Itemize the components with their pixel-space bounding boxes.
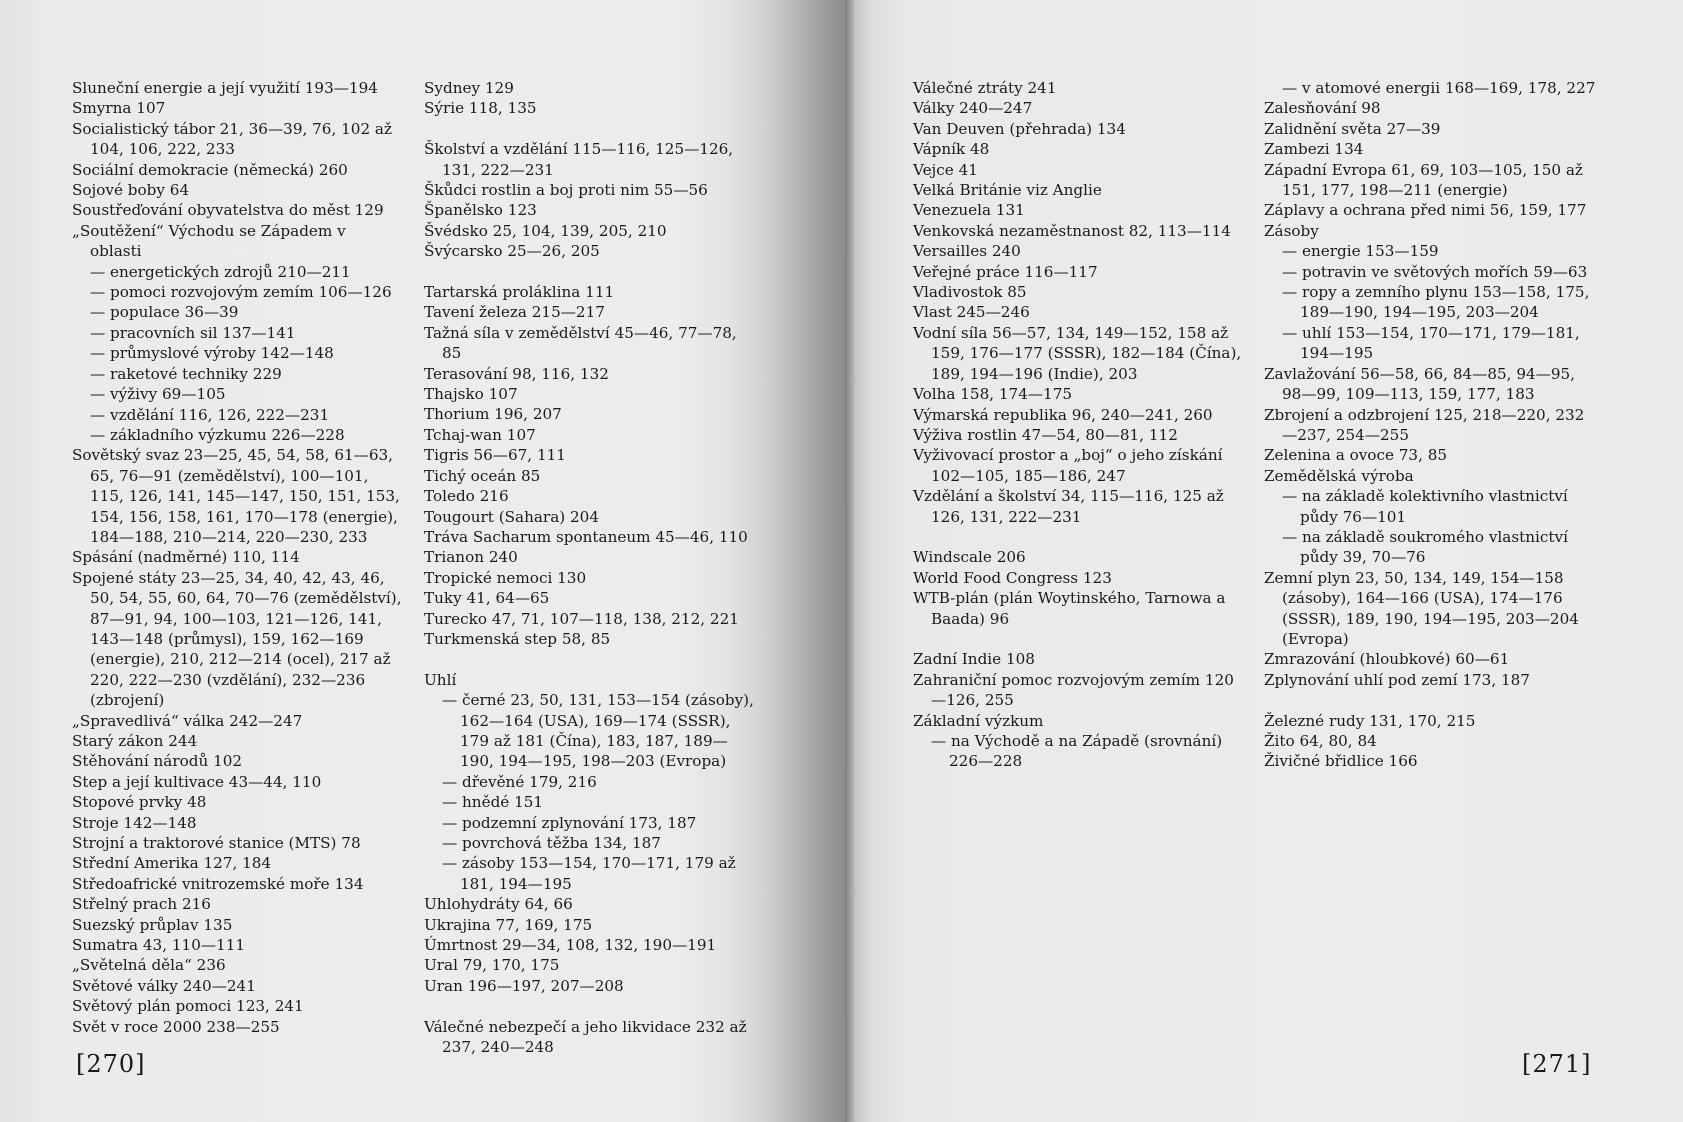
index-entry: Ukrajina 77, 169, 175	[424, 915, 593, 934]
index-entry: Uhlí	[424, 670, 457, 689]
index-entry: Stopové prvky 48	[72, 793, 207, 812]
index-entry: Turecko 47, 71, 107—118, 138, 212, 221	[424, 609, 739, 628]
index-entry: Venkovská nezaměstnanost 82, 113—114	[913, 221, 1231, 240]
index-entry: Sovětský svaz 23—25, 45, 54, 58, 61—63, 65, 76—91 (zemědělství), 100—101, 115, 126, 141, 145—147, 150, 151, 153, 154, 156, 158, 161, 170—178 (energie), 184—188, 210—214, 220—230, 233	[72, 446, 400, 546]
index-entry: Výmarská republika 96, 240—241, 260	[913, 405, 1213, 424]
index-entry: Vzdělání a školství 34, 115—116, 125 až 126, 131, 222—231	[913, 487, 1224, 526]
index-letter-gap	[424, 649, 759, 669]
index-entry: Zadní Indie 108	[913, 650, 1035, 669]
index-subentry: — v atomové energii 168—169, 178, 227	[1282, 79, 1596, 97]
index-entry: Tigris 56—67, 111	[424, 446, 566, 465]
index-column-lines	[424, 78, 759, 1057]
index-entry: Thorium 196, 207	[424, 405, 562, 424]
index-entry: Vápník 48	[913, 140, 990, 159]
index-entry: Tráva Sacharum spontaneum 45—46, 110	[424, 527, 748, 546]
index-entry: Západní Evropa 61, 69, 103—105, 150 až 151, 177, 198—211 (energie)	[1264, 160, 1583, 200]
index-entry: Soustřeďování obyvatelstva do měst 129	[72, 201, 384, 220]
index-column-right-1	[913, 78, 1243, 772]
index-entry: Tažná síla v zemědělství 45—46, 77—78, 85	[424, 323, 737, 363]
index-entry: Tavení železa 215—217	[424, 303, 605, 322]
index-entry: Švédsko 25, 104, 139, 205, 210	[424, 221, 667, 240]
index-entry: Války 240—247	[913, 99, 1033, 118]
index-subentry: — uhlí 153—154, 170—171, 179—181, 194—195	[1282, 323, 1580, 363]
index-entry: WTB-plán (plán Woytinského, Tarnowa a Baada) 96	[913, 589, 1226, 628]
index-subentry: — raketové techniky 229	[90, 364, 282, 383]
index-entry: Starý zákon 244	[72, 732, 198, 750]
index-letter-gap	[424, 996, 759, 1016]
index-entry: Spásání (nadměrné) 110, 114	[72, 548, 300, 567]
index-letter-gap	[913, 527, 1243, 547]
index-entry: „Světelná děla“ 236	[72, 956, 226, 975]
page-number-left: [270]	[76, 1050, 146, 1078]
index-subentry: — ropy a zemního plynu 153—158, 175, 189—190, 194—195, 203—204	[1282, 283, 1590, 322]
index-entry: Velká Británie viz Anglie	[913, 181, 1102, 200]
index-subentry: — energie 153—159	[1282, 242, 1439, 261]
index-column-lines	[1264, 78, 1599, 772]
index-entry: Spojené státy 23—25, 34, 40, 42, 43, 46, 50, 54, 55, 60, 64, 70—76 (zemědělství), 87—91, 94, 100—103, 121—126, 141, 143—148 (průmysl), 159, 162—169 (energie), 210, 212—214 (ocel), 217 až 220, 222—230 (vzdělání), 232—236 (zbrojení)	[72, 568, 402, 710]
index-subentry: — základního výzkumu 226—228	[90, 425, 345, 444]
index-column-left-2	[424, 78, 759, 1057]
index-entry: Škůdci rostlin a boj proti nim 55—56	[424, 181, 708, 200]
index-subentry: — vzdělání 116, 126, 222—231	[90, 405, 330, 424]
index-entry: Vlast 245—246	[913, 303, 1030, 322]
index-entry: Smyrna 107	[72, 99, 166, 118]
index-entry: Stroje 142—148	[72, 813, 197, 832]
index-entry: Svět v roce 2000 238—255	[72, 1017, 280, 1036]
index-entry: Terasování 98, 116, 132	[424, 364, 609, 383]
index-entry: Zalesňování 98	[1264, 99, 1381, 118]
index-subentry: — energetických zdrojů 210—211	[90, 262, 351, 281]
index-entry: Toledo 216	[424, 487, 509, 506]
index-entry: Zplynování uhlí pod zemí 173, 187	[1264, 670, 1530, 689]
index-entry: Žito 64, 80, 84	[1264, 731, 1377, 750]
book-gutter	[845, 0, 855, 1122]
index-entry: Zásoby	[1264, 221, 1319, 240]
index-entry: Válečné ztráty 241	[913, 79, 1057, 97]
index-column-right-2	[1264, 78, 1599, 772]
index-entry: Stěhování národů 102	[72, 752, 243, 771]
index-entry: Ural 79, 170, 175	[424, 956, 560, 975]
index-entry: Trianon 240	[424, 548, 518, 567]
index-entry: Strojní a traktorové stanice (MTS) 78	[72, 834, 361, 853]
index-entry: Zemědělská výroba	[1264, 466, 1414, 485]
index-subentry: — průmyslové výroby 142—148	[90, 344, 334, 363]
index-subentry: — populace 36—39	[90, 303, 239, 322]
index-entry: Zemní plyn 23, 50, 134, 149, 154—158 (zásoby), 164—166 (USA), 174—176 (SSSR), 189, 190, 194—195, 203—204 (Evropa)	[1264, 568, 1579, 648]
index-entry: Válečné nebezpečí a jeho likvidace 232 až 237, 240—248	[424, 1017, 747, 1057]
index-entry: Železné rudy 131, 170, 215	[1264, 711, 1476, 730]
index-entry: Zbrojení a odzbrojení 125, 218—220, 232—237, 254—255	[1264, 405, 1585, 444]
index-subentry: — dřevěné 179, 216	[442, 772, 597, 791]
index-subentry: — podzemní zplynování 173, 187	[442, 813, 697, 832]
index-subentry: — na základě kolektivního vlastnictví půdy 76—101	[1282, 487, 1568, 526]
index-letter-gap	[424, 262, 759, 282]
index-entry: Zahraniční pomoc rozvojovým zemím 120—126, 255	[913, 670, 1234, 710]
index-entry: Socialistický tábor 21, 36—39, 76, 102 až 104, 106, 222, 233	[72, 119, 392, 159]
index-entry: Venezuela 131	[913, 201, 1025, 220]
index-entry: Tchaj-wan 107	[424, 425, 536, 444]
index-subentry: — černé 23, 50, 131, 153—154 (zásoby), 162—164 (USA), 169—174 (SSSR), 179 až 181 (Čína), 183, 187, 189—190, 194—195, 198—203 (Evropa)	[442, 691, 754, 771]
index-subentry: — pracovních sil 137—141	[90, 323, 296, 342]
index-entry: Vladivostok 85	[913, 283, 1027, 302]
index-subentry: — výživy 69—105	[90, 385, 226, 404]
index-entry: Školství a vzdělání 115—116, 125—126, 131, 222—231	[424, 140, 734, 179]
index-entry: Záplavy a ochrana před nimi 56, 159, 177	[1264, 201, 1587, 220]
index-letter-gap	[424, 119, 759, 139]
index-entry: World Food Congress 123	[913, 568, 1112, 587]
index-column-lines	[913, 78, 1243, 772]
index-entry: Vodní síla 56—57, 134, 149—152, 158 až 159, 176—177 (SSSR), 182—184 (Čína), 189, 194—196 (Indie), 203	[913, 323, 1242, 383]
index-entry: Tartarská proláklina 111	[424, 283, 615, 302]
index-letter-gap	[1264, 690, 1599, 710]
index-column-lines	[72, 78, 402, 1037]
index-entry: Úmrtnost 29—34, 108, 132, 190—191	[424, 936, 717, 955]
index-entry: Versailles 240	[913, 242, 1021, 261]
index-entry: Vyživovací prostor a „boj“ o jeho získání 102—105, 185—186, 247	[913, 446, 1223, 485]
index-entry: Tougourt (Sahara) 204	[424, 507, 599, 526]
index-entry: Vejce 41	[913, 160, 978, 179]
index-column-left-1	[72, 78, 402, 1037]
index-entry: Sumatra 43, 110—111	[72, 936, 246, 955]
index-entry: Step a její kultivace 43—44, 110	[72, 772, 322, 791]
index-entry: Světové války 240—241	[72, 976, 256, 995]
index-entry: Uran 196—197, 207—208	[424, 976, 624, 995]
index-subentry: — na Východě a na Západě (srovnání) 226—228	[931, 731, 1223, 771]
index-entry: Thajsko 107	[424, 385, 518, 404]
index-entry: Sydney 129	[424, 79, 514, 97]
index-subentry: — pomoci rozvojovým zemím 106—126	[90, 283, 392, 302]
index-entry: Živičné břidlice 166	[1264, 752, 1418, 771]
index-entry: Sojové boby 64	[72, 181, 190, 200]
index-subentry: — zásoby 153—154, 170—171, 179 až 181, 194—195	[442, 854, 736, 893]
index-entry: Středoafrické vnitrozemské moře 134	[72, 874, 364, 893]
index-entry: Tuky 41, 64—65	[424, 589, 550, 608]
index-entry: Španělsko 123	[424, 201, 537, 220]
index-entry: Veřejné práce 116—117	[913, 262, 1098, 281]
index-entry: Švýcarsko 25—26, 205	[424, 242, 600, 261]
index-subentry: — potravin ve světových mořích 59—63	[1282, 262, 1588, 281]
index-subentry: — povrchová těžba 134, 187	[442, 833, 661, 852]
index-entry: Volha 158, 174—175	[913, 385, 1073, 404]
index-entry: Zavlažování 56—58, 66, 84—85, 94—95, 98—99, 109—113, 159, 177, 183	[1264, 364, 1575, 404]
index-entry: „Soutěžení“ Východu se Západem v oblasti	[72, 221, 346, 261]
index-entry: Zelenina a ovoce 73, 85	[1264, 446, 1448, 465]
index-entry: Sociální demokracie (německá) 260	[72, 160, 348, 179]
index-entry: Uhlohydráty 64, 66	[424, 895, 573, 914]
index-entry: Zmrazování (hloubkové) 60—61	[1264, 650, 1510, 669]
index-entry: Tropické nemoci 130	[424, 568, 587, 587]
index-entry: Sýrie 118, 135	[424, 99, 537, 118]
index-subentry: — na základě soukromého vlastnictví půdy 39, 70—76	[1282, 527, 1568, 567]
index-entry: Tichý oceán 85	[424, 466, 541, 485]
page-number-right: [271]	[1522, 1050, 1592, 1078]
index-entry: Světový plán pomoci 123, 241	[72, 997, 304, 1016]
index-subentry: — hnědé 151	[442, 793, 544, 812]
index-entry: Van Deuven (přehrada) 134	[913, 119, 1126, 138]
index-entry: Výživa rostlin 47—54, 80—81, 112	[913, 425, 1178, 444]
right-page	[855, 0, 1683, 1122]
index-entry: Turkmenská step 58, 85	[424, 629, 611, 648]
index-letter-gap	[913, 629, 1243, 649]
index-entry: Zambezi 134	[1264, 140, 1364, 159]
index-entry: Střední Amerika 127, 184	[72, 854, 272, 873]
index-entry: Základní výzkum	[913, 711, 1044, 730]
index-entry: „Spravedlivá“ válka 242—247	[72, 711, 303, 730]
index-entry: Sluneční energie a její využití 193—194	[72, 79, 378, 97]
index-entry: Střelný prach 216	[72, 895, 211, 914]
index-entry: Suezský průplav 135	[72, 915, 233, 934]
index-entry: Windscale 206	[913, 548, 1026, 567]
index-entry: Zalidnění světa 27—39	[1264, 119, 1441, 138]
